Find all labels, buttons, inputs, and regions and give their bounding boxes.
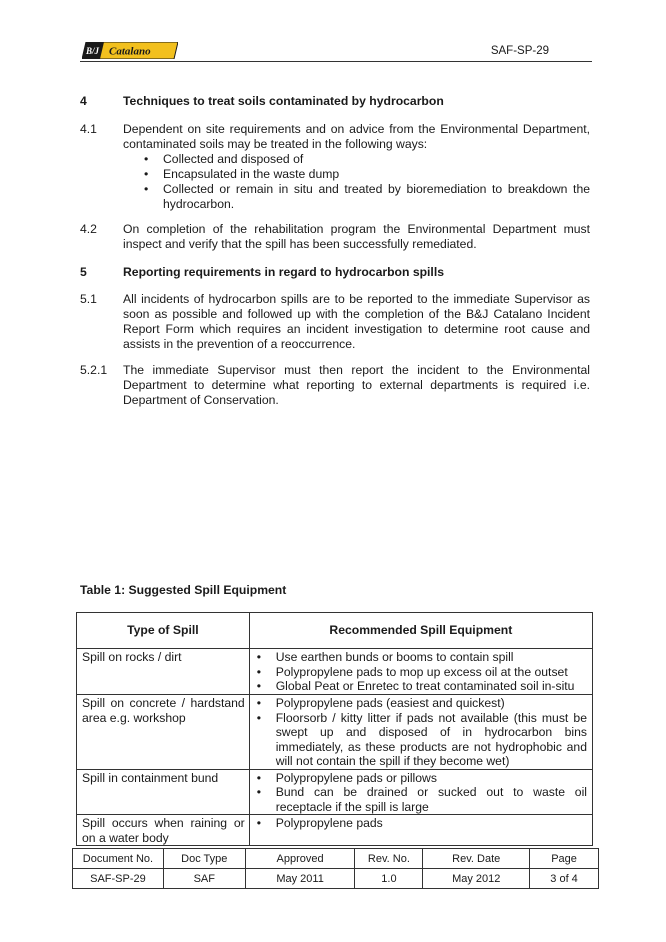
footer-value-cell: May 2011 xyxy=(245,869,355,889)
footer-header-cell: Doc Type xyxy=(163,849,245,869)
column-header: Type of Spill xyxy=(77,613,250,649)
list-item: • Polypropylene pads xyxy=(257,816,587,831)
footer-value-row xyxy=(73,869,599,889)
footer-header-cell: Document No. xyxy=(73,849,164,869)
list-item: • Polypropylene pads or pillows xyxy=(257,771,587,786)
list-item: • Polypropylene pads to mop up excess oil at the outset xyxy=(257,665,587,680)
paragraph-text: On completion of the rehabilitation program the Environmental Department must inspect and verify that the spill has been successfully remediated. xyxy=(123,222,590,251)
paragraph-number: 5.1 xyxy=(80,292,97,306)
paragraph-number: 4.1 xyxy=(80,122,97,136)
equipment-cell xyxy=(249,815,592,846)
section-number: 4 xyxy=(80,94,87,108)
footer-header-cell: Rev. Date xyxy=(423,849,530,869)
table-row xyxy=(77,769,593,815)
paragraph-4-1 xyxy=(80,122,590,212)
spill-type-cell: Spill in containment bund xyxy=(77,769,250,815)
section-title: Reporting requirements in regard to hydrocarbon spills xyxy=(123,265,444,279)
list-item: • Encapsulated in the waste dump xyxy=(144,167,590,182)
spill-type-cell: Spill on rocks / dirt xyxy=(77,649,250,695)
list-item: • Floorsorb / kitty litter if pads not available (this must be swept up and disposed of in hydrocarbon bins immediately, as these products are not hydrophobic and will not contain the spill if they become wet) xyxy=(257,711,587,769)
spill-type-cell: Spill occurs when raining or on a water body xyxy=(77,815,250,846)
table-row xyxy=(77,695,593,770)
footer-header-row xyxy=(73,849,599,869)
treatment-list xyxy=(123,152,590,212)
svg-text:Catalano: Catalano xyxy=(109,45,151,58)
paragraph-4-2 xyxy=(80,222,590,252)
paragraph-text: All incidents of hydrocarbon spills are to be reported to the immediate Supervisor as soon as possible and followed up with the completion of the B&J Catalano Incident Report Form which requires an incident investigation to determine root cause and assists in the prevention of a reoccurrence. xyxy=(123,292,590,351)
paragraph-5-1 xyxy=(80,292,590,352)
list-item: • Collected and disposed of xyxy=(144,152,590,167)
footer-value-cell: 1.0 xyxy=(355,869,423,889)
footer-value-cell: 3 of 4 xyxy=(530,869,599,889)
table-row xyxy=(77,815,593,846)
table-row xyxy=(77,649,593,695)
paragraph-text: Dependent on site requirements and on advice from the Environmental Department, contaminated soils may be treated in the following ways: xyxy=(123,122,590,151)
section-4-heading xyxy=(80,94,590,109)
spill-equipment-table xyxy=(76,612,593,846)
section-number: 5 xyxy=(80,265,87,279)
footer-value-cell: SAF xyxy=(163,869,245,889)
section-5-heading xyxy=(80,265,590,280)
paragraph-number: 5.2.1 xyxy=(80,363,108,377)
list-item: • Bund can be drained or sucked out to waste oil receptacle if the spill is large xyxy=(257,785,587,814)
column-header: Recommended Spill Equipment xyxy=(249,613,592,649)
footer-value-cell: SAF-SP-29 xyxy=(73,869,164,889)
footer-header-cell: Rev. No. xyxy=(355,849,423,869)
section-title: Techniques to treat soils contaminated by hydrocarbon xyxy=(123,94,444,108)
equipment-cell xyxy=(249,695,592,770)
svg-text:B/J: B/J xyxy=(86,46,100,56)
document-control-table xyxy=(72,848,599,889)
list-item: • Polypropylene pads (easiest and quickest) xyxy=(257,696,587,711)
list-item: • Collected or remain in situ and treated by bioremediation to breakdown the hydrocarbon. xyxy=(144,182,590,212)
list-item: • Use earthen bunds or booms to contain spill xyxy=(257,650,587,665)
equipment-cell xyxy=(249,649,592,695)
company-logo xyxy=(82,42,178,59)
paragraph-5-2-1 xyxy=(80,363,590,408)
footer-header-cell: Page xyxy=(530,849,599,869)
table-header-row xyxy=(77,613,593,649)
paragraph-text: The immediate Supervisor must then report the incident to the Environmental Department to determine what reporting to external departments is required i.e. Department of Conservation. xyxy=(123,363,590,407)
table-title: Table 1: Suggested Spill Equipment xyxy=(80,583,287,597)
spill-type-cell: Spill on concrete / hardstand area e.g. workshop xyxy=(77,695,250,770)
footer-value-cell: May 2012 xyxy=(423,869,530,889)
footer-header-cell: Approved xyxy=(245,849,355,869)
document-code: SAF-SP-29 xyxy=(490,45,549,57)
header-divider xyxy=(80,61,592,62)
list-item: • Global Peat or Enretec to treat contaminated soil in-situ xyxy=(257,679,587,694)
equipment-cell xyxy=(249,769,592,815)
paragraph-number: 4.2 xyxy=(80,222,97,236)
